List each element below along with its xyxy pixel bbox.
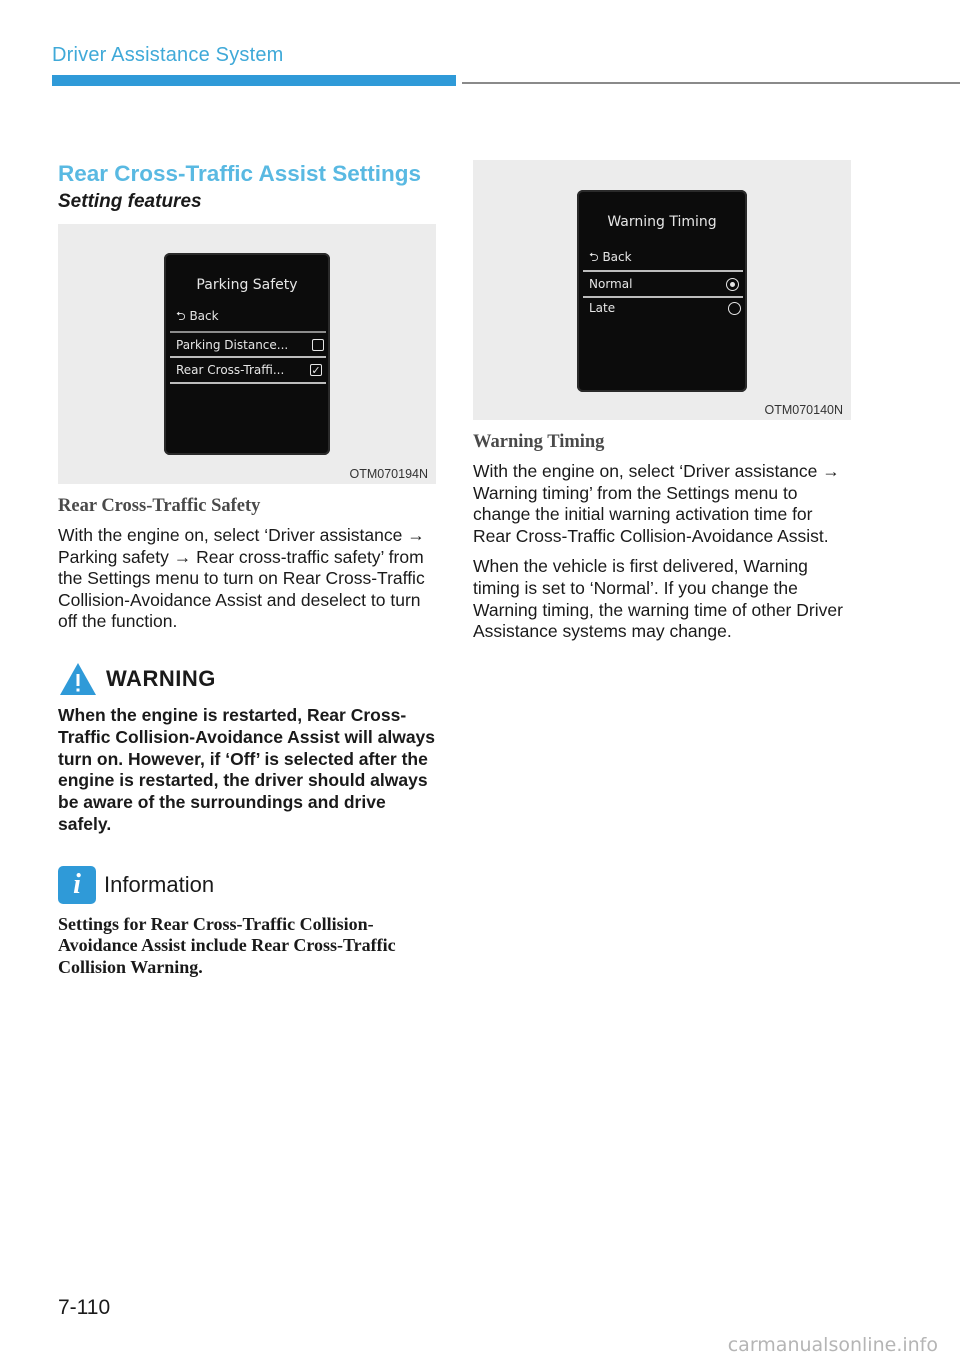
warning-timing-heading: Warning Timing (473, 432, 605, 452)
rcts-heading: Rear Cross-Traffic Safety (58, 496, 261, 516)
warning-triangle-icon (58, 661, 98, 697)
back-arrow-icon: ⮌ (589, 249, 599, 264)
right-column (473, 160, 851, 652)
rcts-paragraph: With the engine on, select ‘Driver assistance → Parking safety → Rear cross-traffic safety’ from the Settings menu to turn on Rear Cross-Traffic Collision-Avoidance Assist and deselect to turn off the function. (58, 525, 425, 632)
checkbox-unchecked-icon (312, 339, 324, 351)
figure-parking-safety (58, 224, 436, 484)
header-rule (462, 82, 960, 84)
screen-back-row (589, 246, 741, 270)
screen-title: Warning Timing (607, 214, 717, 230)
back-label: Back (189, 308, 219, 323)
info-icon: i (58, 866, 96, 904)
left-column (58, 160, 436, 978)
warning-timing-paragraph-1: With the engine on, select ‘Driver assistance → Warning timing’ from the Settings menu to change the initial warning activation time for Rear Cross-Traffic Collision-Avoidance Assist. (473, 461, 840, 546)
watermark: carmanualsonline.info (727, 1334, 938, 1356)
option-label: Normal (589, 277, 633, 291)
warning-title: WARNING (106, 665, 216, 691)
menu-item-label: Parking Distance... (176, 338, 289, 352)
radio-selected-icon (726, 278, 739, 291)
back-label: Back (602, 249, 632, 264)
figure-code: OTM070140N (764, 403, 843, 417)
menu-item-parking-distance (176, 333, 324, 357)
option-late (589, 296, 741, 320)
figure-code: OTM070194N (349, 467, 428, 481)
section-subtitle: Setting features (58, 191, 202, 212)
section-title: Rear Cross-Traffic Assist Settings (58, 161, 422, 186)
information-header (58, 866, 436, 904)
information-title: Information (104, 871, 215, 897)
menu-item-rear-cross-traffic (170, 356, 326, 384)
back-arrow-icon: ⮌ (176, 308, 186, 323)
option-label: Late (589, 301, 616, 315)
radio-unselected-icon (728, 302, 741, 315)
menu-item-label: Rear Cross-Traffi... (176, 363, 285, 377)
page-number: 7-110 (58, 1296, 111, 1319)
screen-title: Parking Safety (196, 277, 298, 293)
header-accent-bar (52, 75, 456, 86)
cluster-screen (577, 190, 747, 392)
figure-warning-timing (473, 160, 851, 420)
checkbox-checked-icon: ✓ (311, 363, 321, 377)
option-normal (583, 270, 743, 298)
information-text: Settings for Rear Cross-Traffic Collision-Avoidance Assist include Rear Cross-Traffic Collision Warning. (58, 913, 396, 977)
warning-text: When the engine is restarted, Rear Cross-Traffic Collision-Avoidance Assist will always turn on. However, if ‘Off’ is selected after the engine is restarted, the driver should always be aware of the surroundings and drive safely. (58, 704, 436, 834)
cluster-screen (164, 253, 330, 455)
running-header: Driver Assistance System (52, 44, 284, 66)
warning-header (58, 661, 436, 697)
warning-timing-paragraph-2: When the vehicle is first delivered, Warning timing is set to ‘Normal’. If you change the Warning timing, the warning time of other Driver Assistance systems may change. (473, 556, 843, 642)
screen-back-row (176, 305, 324, 329)
